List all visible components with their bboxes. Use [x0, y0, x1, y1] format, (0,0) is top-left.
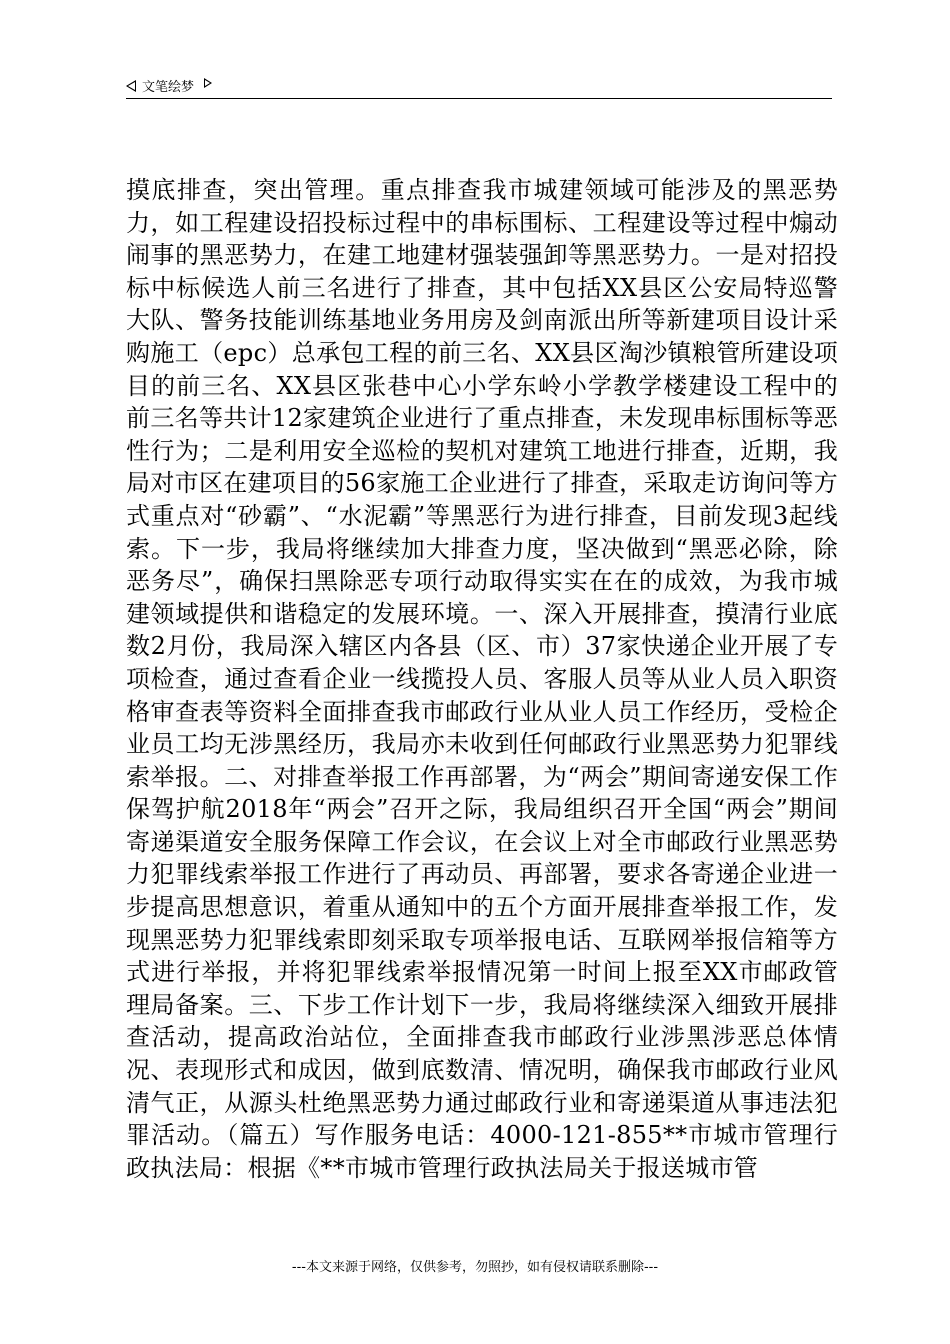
page-header — [126, 74, 832, 99]
triangle-left-icon — [126, 80, 136, 92]
brand-label: 文笔绘梦 — [142, 80, 195, 95]
footer-notice: ---本文来源于网络，仅供参考，勿照抄，如有侵权请联系删除--- — [291, 1260, 659, 1275]
header-brand — [126, 76, 212, 95]
triangle-right-icon — [204, 78, 212, 88]
body-paragraph: 摸底排查，突出管理。重点排查我市城建领域可能涉及的黑恶势力，如工程建设招投标过程中的串标围标、工程建设等过程中煽动闹事的黑恶势力，在建工地建材强装强卸等黑恶势力。一是对招投标中标候选人前三名进行了排查，其中包括XX县区公安局特巡警大队、警务技能训练基地业务用房及剑南派出所等新建项目设计采购施工（epc）总承包工程的前三名、XX县区淘沙镇粮管所建设项目的前三名、XX县区张巷中心小学东岭小学教学楼建设工程中的前三名等共计12家建筑企业进行了重点排查，未发现串标围标等恶性行为；二是利用安全巡检的契机对建筑工地进行排查，近期，我局对市区在建项目的56家施工企业进行了排查，采取走访询问等方式重点对“砂霸”、“水泥霸”等黑恶行为进行排查，目前发现3起线索。下一步，我局将继续加大排查力度，坚决做到“黑恶必除，除恶务尽”，确保扫黑除恶专项行动取得实实在在的成效，为我市城建领域提供和谐稳定的发展环境。一、深入开展排查，摸清行业底数2月份，我局深入辖区内各县（区、市）37家快递企业开展了专项检查，通过查看企业一线揽投人员、客服人员等从业人员入职资格审查表等资料全面排查我市邮政行业从业人员工作经历，受检企业员工均无涉黑经历，我局亦未收到任何邮政行业黑恶势力犯罪线索举报。二、对排查举报工作再部署，为“两会”期间寄递安保工作保驾护航2018年“两会”召开之际，我局组织召开全国“两会”期间寄递渠道安全服务保障工作会议，在会议上对全市邮政行业黑恶势力犯罪线索举报工作进行了再动员、再部署，要求各寄递企业进一步提高思想意识，着重从通知中的五个方面开展排查举报工作，发现黑恶势力犯罪线索即刻采取专项举报电话、互联网举报信箱等方式进行举报，并将犯罪线索举报情况第一时间上报至XX市邮政管理局备案。三、下步工作计划下一步，我局将继续深入细致开展排查活动，提高政治站位，全面排查我市邮政行业涉黑涉恶总体情况、表现形式和成因，做到底数清、情况明，确保我市邮政行业风清气正，从源头杜绝黑恶势力通过邮政行业和寄递渠道从事违法犯罪活动。（篇五）写作服务电话：4000-121-855**市城市管理行政执法局：根据《**市城市管理行政执法局关于报送城市管 — [126, 176, 838, 1182]
